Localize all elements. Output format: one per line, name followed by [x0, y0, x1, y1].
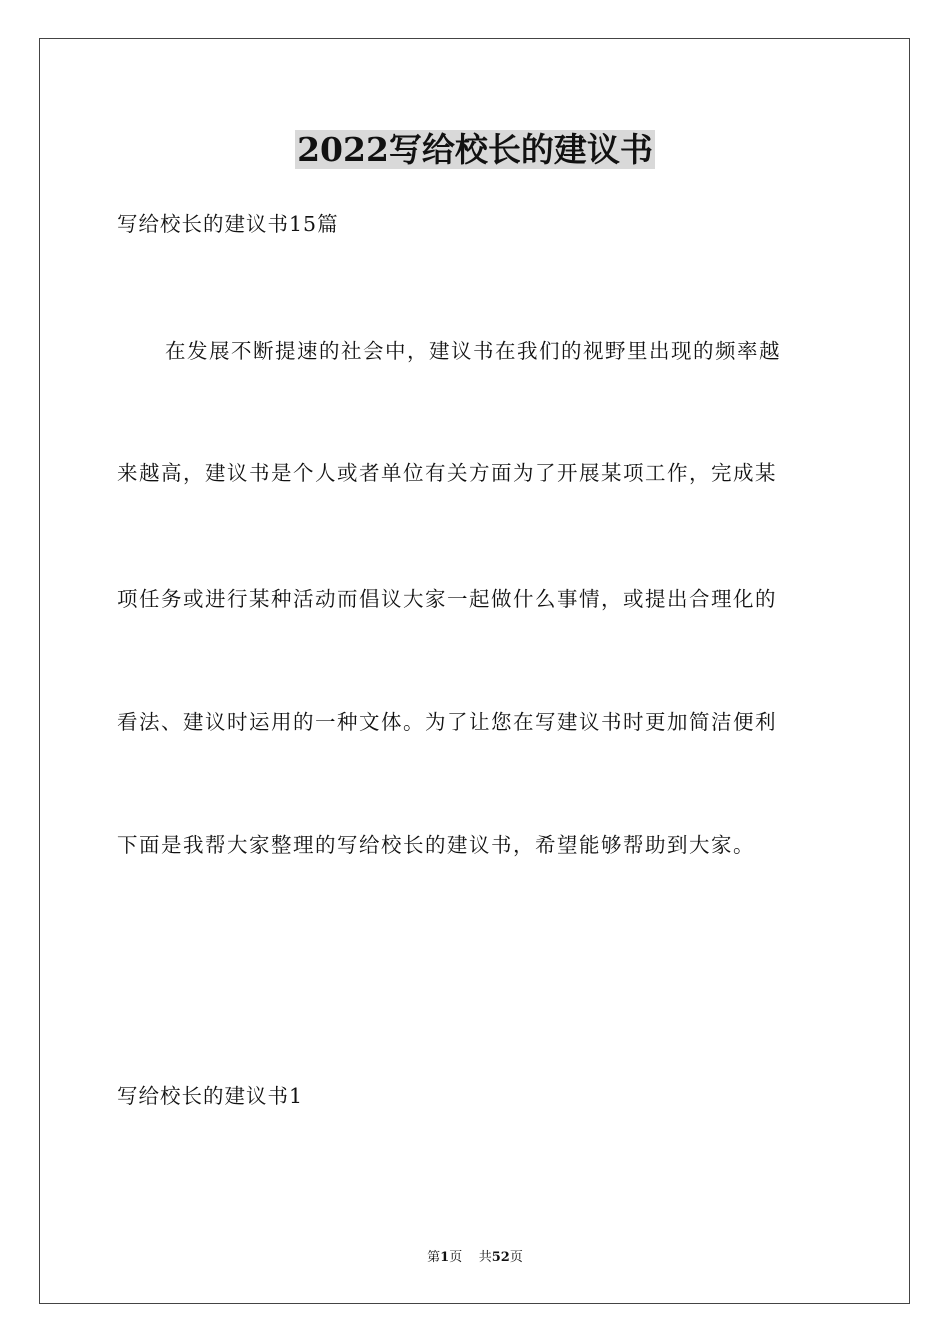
document-subtitle: 写给校长的建议书15篇 — [117, 212, 339, 236]
footer-total-pages: 52 — [491, 1250, 510, 1265]
intro-line-3: 项任务或进行某种活动而倡议大家一起做什么事情，或提出合理化的 — [117, 587, 777, 611]
footer-total-prefix: 共 — [478, 1250, 492, 1265]
section-heading: 写给校长的建议书1 — [117, 1084, 304, 1108]
intro-line-2: 来越高，建议书是个人或者单位有关方面为了开展某项工作，完成某 — [117, 461, 777, 485]
footer-total-suffix: 页 — [509, 1250, 523, 1265]
document-title — [0, 128, 950, 172]
document-title-text: 2022写给校长的建议书 — [297, 130, 653, 169]
page-footer — [0, 1249, 950, 1267]
intro-line-5: 下面是我帮大家整理的写给校长的建议书，希望能够帮助到大家。 — [117, 833, 755, 857]
footer-page-number: 1 — [440, 1250, 450, 1265]
footer-page-prefix: 第 — [427, 1250, 441, 1265]
footer-page-suffix: 页 — [449, 1250, 463, 1265]
intro-line-4: 看法、建议时运用的一种文体。为了让您在写建议书时更加简洁便利 — [117, 710, 777, 734]
intro-line-1: 在发展不断提速的社会中，建议书在我们的视野里出现的频率越 — [165, 339, 781, 363]
